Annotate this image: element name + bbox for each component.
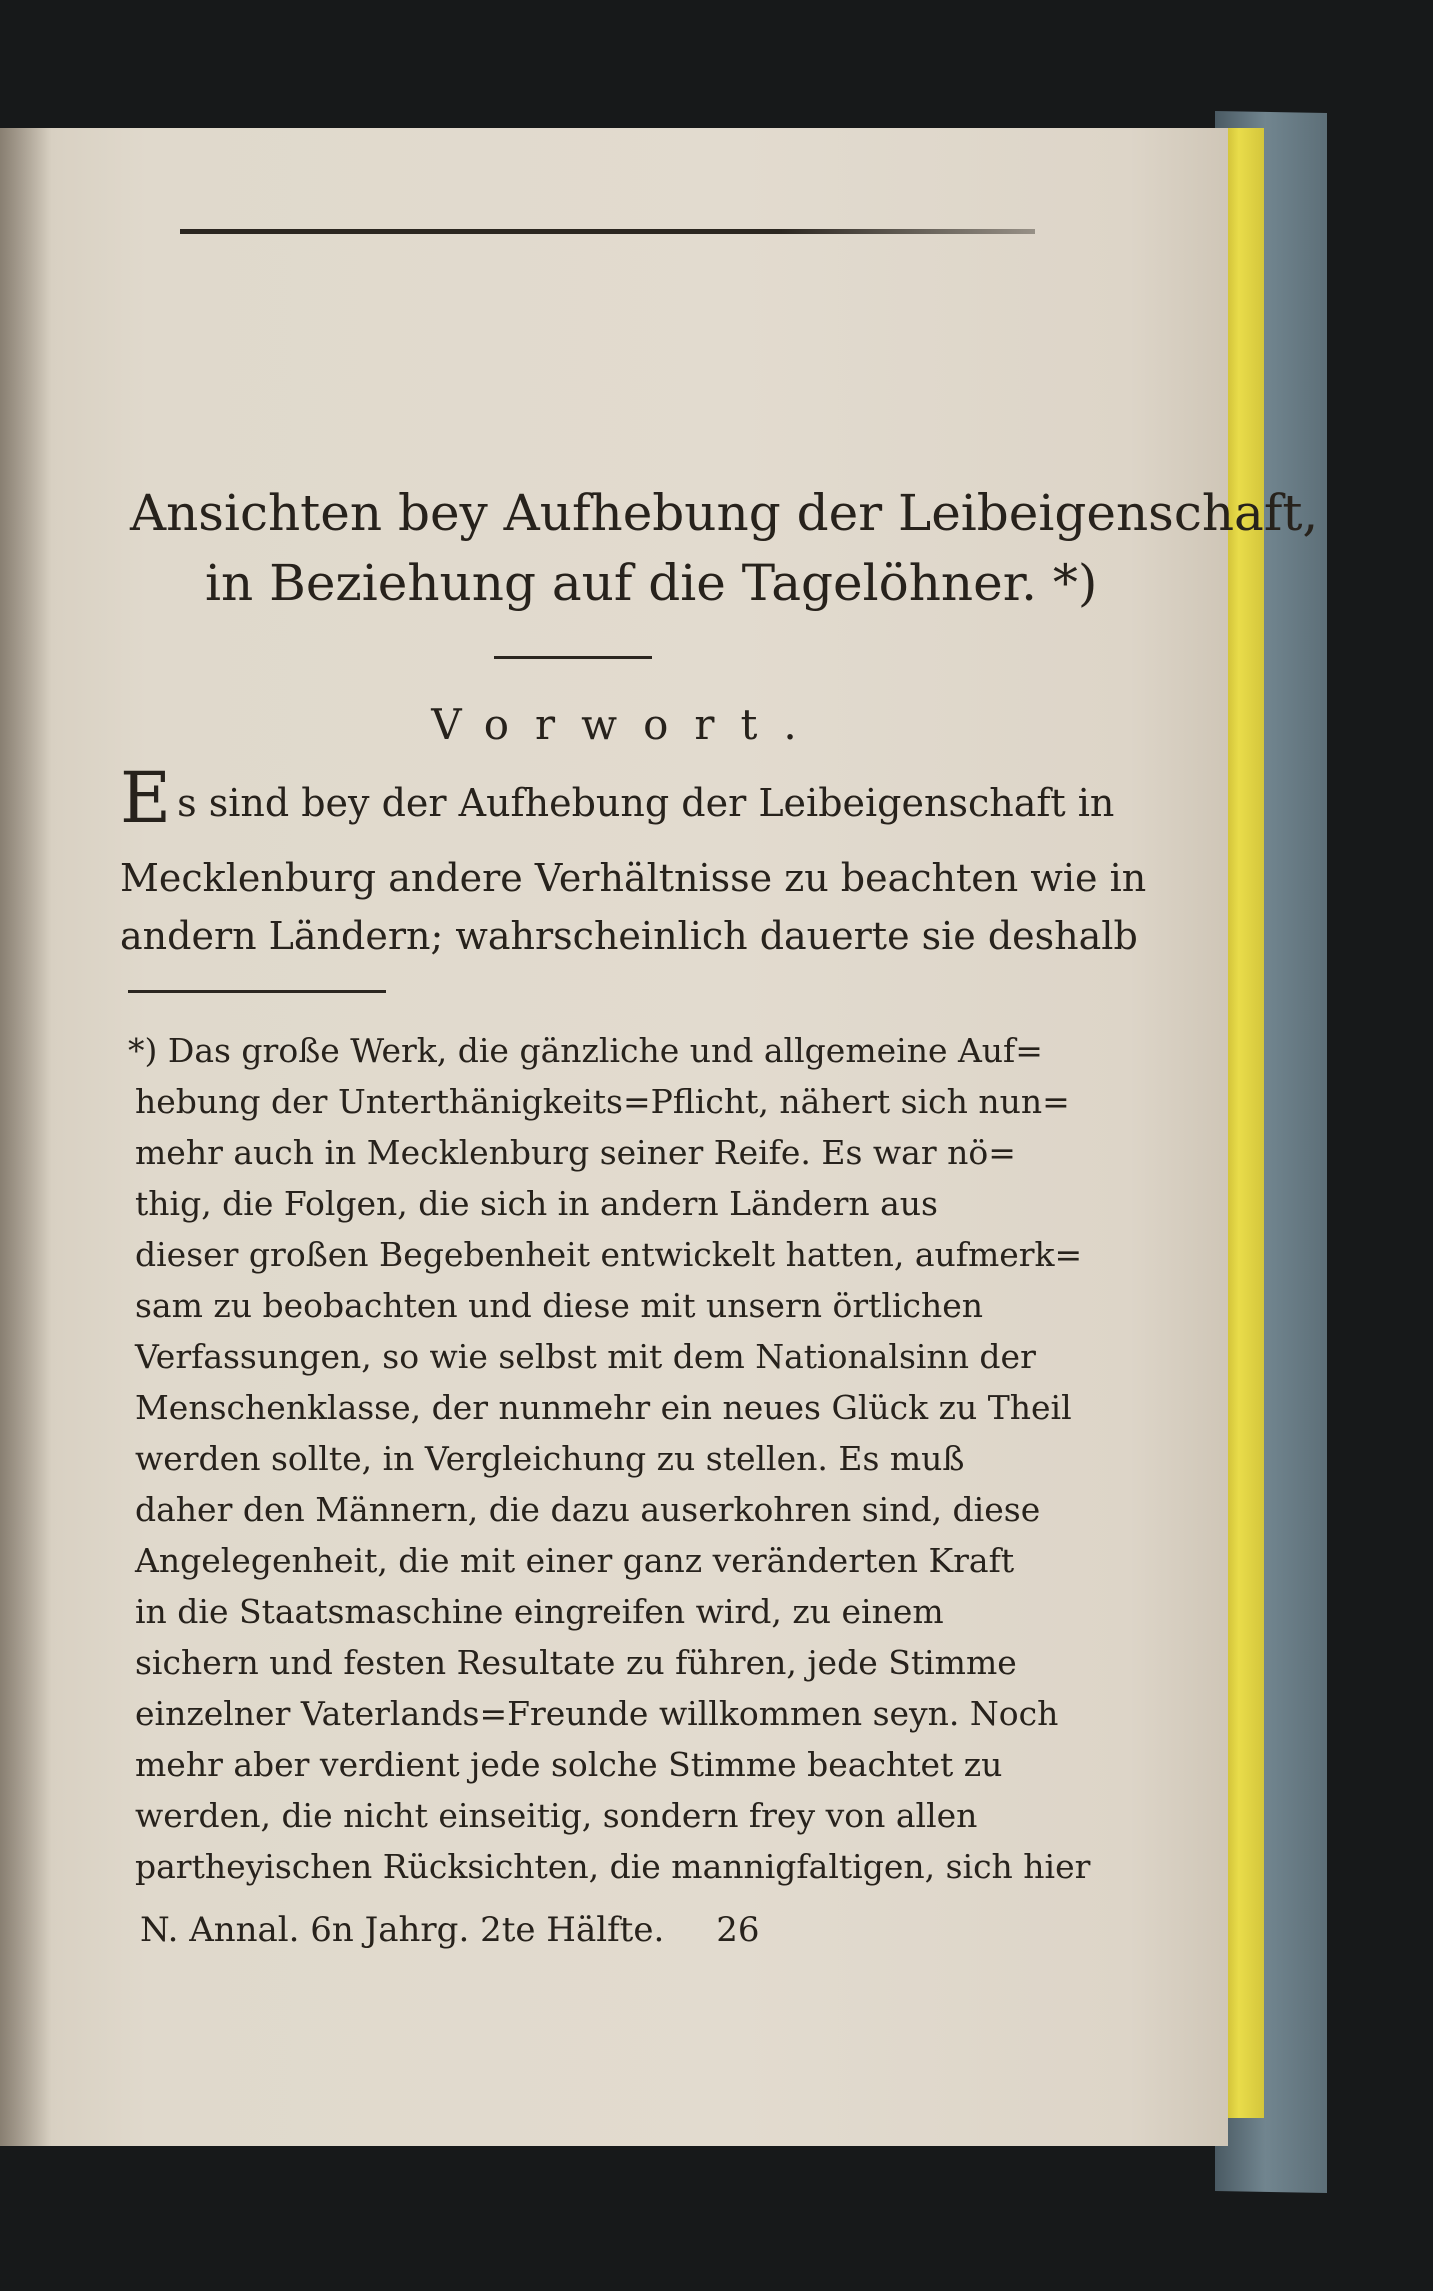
footnote-rule [128, 990, 386, 993]
body-line-3: andern Ländern; wahrscheinlich dauerte sie deshalb [120, 914, 1138, 958]
body-line-2: Mecklenburg andere Verhältnisse zu beachten wie in [120, 856, 1147, 900]
footnote-line: in die Staatsmaschine eingreifen wird, zu einem [135, 1592, 944, 1631]
article-title-line-2: in Beziehung auf die Tagelöhner. *) [205, 554, 1098, 612]
footnote-line: hebung der Unterthänigkeits=Pflicht, nähert sich nun= [135, 1082, 1070, 1121]
header-rule [180, 229, 1035, 234]
footnote-line: *) Das große Werk, die gänzliche und allgemeine Auf= [128, 1031, 1043, 1070]
drop-cap: E [120, 757, 172, 839]
article-title-line-1: Ansichten bey Aufhebung der Leibeigenschaft, [130, 484, 1319, 542]
footnote-line: partheyischen Rücksichten, die mannigfaltigen, sich hier [135, 1847, 1091, 1886]
body-line-1 [120, 757, 1115, 839]
footnote-line: mehr auch in Mecklenburg seiner Reife. Es war nö= [135, 1133, 1016, 1172]
footnote-line: sam zu beobachten und diese mit unsern örtlichen [135, 1286, 984, 1325]
spine-shadow [0, 128, 52, 2146]
page-footer [140, 1905, 760, 1955]
footnote-line: Menschenklasse, der nunmehr ein neues Glück zu Theil [135, 1388, 1072, 1427]
footnote-line: einzelner Vaterlands=Freunde willkommen seyn. Noch [135, 1694, 1059, 1733]
section-heading: Vorwort. [431, 700, 823, 749]
footnote-line: Angelegenheit, die mit einer ganz veränderten Kraft [135, 1541, 1015, 1580]
page-number: 26 [716, 1910, 760, 1950]
page-edges [1222, 128, 1264, 2118]
footnote-line: werden, die nicht einseitig, sondern frey von allen [135, 1796, 978, 1835]
footnote-line: mehr aber verdient jede solche Stimme beachtet zu [135, 1745, 1003, 1784]
footnote-line: daher den Männern, die dazu auserkohren sind, diese [135, 1490, 1041, 1529]
title-divider [494, 656, 652, 659]
footnote-line: sichern und festen Resultate zu führen, jede Stimme [135, 1643, 1017, 1682]
signature-mark: N. Annal. 6n Jahrg. 2te Hälfte. [140, 1910, 665, 1950]
footnote-line: dieser großen Begebenheit entwickelt hatten, aufmerk= [135, 1235, 1083, 1274]
body-line-1-text: s sind bey der Aufhebung der Leibeigenschaft in [177, 781, 1115, 825]
footnote-line: thig, die Folgen, die sich in andern Ländern aus [135, 1184, 938, 1223]
footnote-line: Verfassungen, so wie selbst mit dem Nationalsinn der [135, 1337, 1036, 1376]
footnote-line: werden sollte, in Vergleichung zu stellen. Es muß [135, 1439, 965, 1478]
